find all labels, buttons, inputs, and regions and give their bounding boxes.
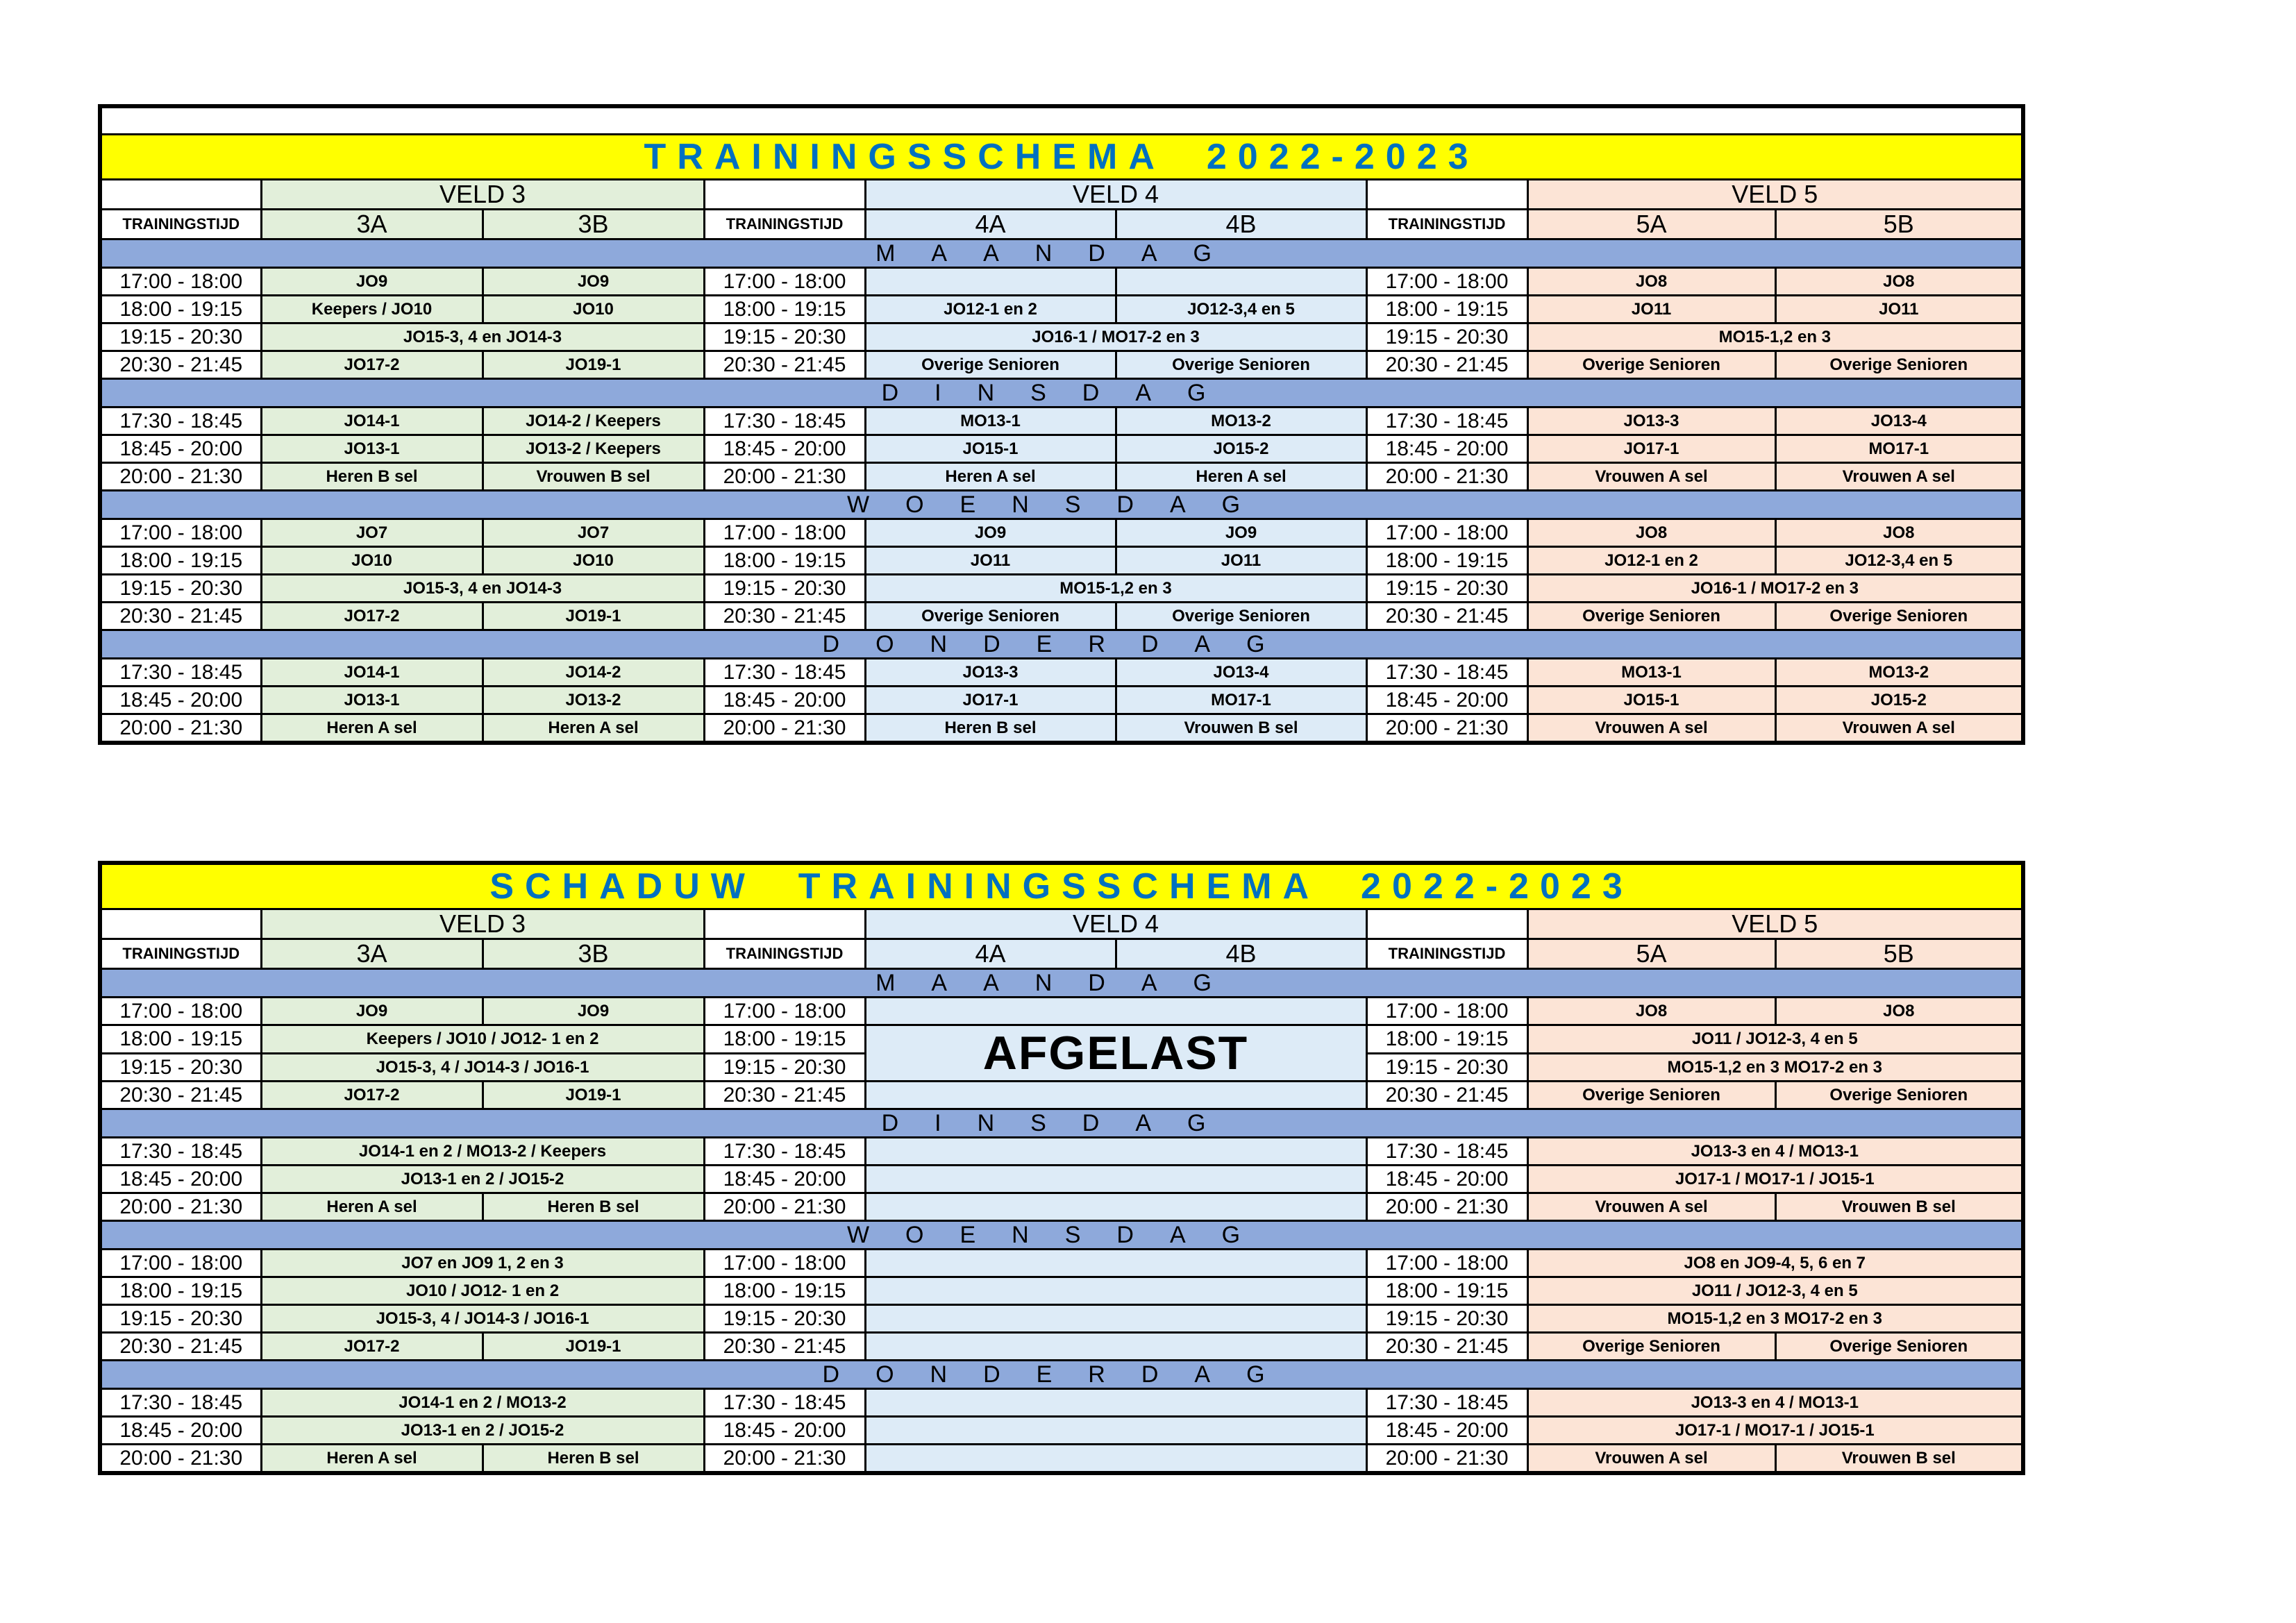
- time-cell: 18:00 - 19:15: [704, 1025, 865, 1054]
- day-label: DONDERDAG: [100, 630, 2023, 659]
- veld3-header: VELD 3: [261, 180, 704, 210]
- slot-cell: JO12-3,4 en 5: [1116, 296, 1366, 323]
- time-cell: 19:15 - 20:30: [100, 575, 261, 603]
- time-cell: 20:30 - 21:45: [704, 351, 865, 379]
- time-cell: 18:00 - 19:15: [1366, 1277, 1527, 1305]
- time-cell: 17:30 - 18:45: [704, 407, 865, 435]
- slot-cell: JO7: [261, 519, 483, 547]
- slot-cell: Heren A sel: [483, 714, 704, 743]
- time-cell: 20:00 - 21:30: [704, 714, 865, 743]
- table-row: [100, 268, 2023, 296]
- day-row: [100, 1361, 2023, 1389]
- time-cell: 20:00 - 21:30: [100, 1445, 261, 1474]
- slot-cell: JO19-1: [483, 351, 704, 379]
- slot-cell: JO10: [483, 547, 704, 575]
- slot-cell: JO17-1: [1527, 435, 1775, 463]
- time-cell: 17:00 - 18:00: [1366, 519, 1527, 547]
- slot-cell: JO15-1: [865, 435, 1116, 463]
- slot-cell: Overige Senioren: [865, 351, 1116, 379]
- time-cell: 18:00 - 19:15: [704, 1277, 865, 1305]
- trainingstijd-label: TRAININGSTIJD: [100, 210, 261, 239]
- slot-cell: JO14-1 en 2 / MO13-2: [261, 1389, 704, 1417]
- time-cell: 17:30 - 18:45: [100, 1138, 261, 1166]
- slot-cell: Vrouwen A sel: [1775, 714, 2023, 743]
- slot-cell: [865, 1389, 1366, 1417]
- slot-cell: JO10 / JO12- 1 en 2: [261, 1277, 704, 1305]
- table-row: [100, 1025, 2023, 1054]
- slot-cell: Heren A sel: [261, 1193, 483, 1221]
- slot-cell: [865, 1417, 1366, 1445]
- table-row: [100, 1417, 2023, 1445]
- slot-cell: JO13-3: [1527, 407, 1775, 435]
- field-5b: 5B: [1775, 210, 2023, 239]
- slot-cell: MO15-1,2 en 3 MO17-2 en 3: [1527, 1305, 2023, 1333]
- field-5b: 5B: [1775, 939, 2023, 969]
- slot-cell: MO15-1,2 en 3: [865, 575, 1366, 603]
- slot-cell: [865, 1333, 1366, 1361]
- field-3b: 3B: [483, 939, 704, 969]
- slot-cell: [865, 1166, 1366, 1193]
- time-cell: 17:30 - 18:45: [704, 659, 865, 687]
- slot-cell: JO17-2: [261, 1082, 483, 1109]
- slot-cell: JO8 en JO9-4, 5, 6 en 7: [1527, 1250, 2023, 1277]
- time-cell: 17:00 - 18:00: [704, 268, 865, 296]
- time-cell: 18:45 - 20:00: [1366, 1417, 1527, 1445]
- slot-cell: Vrouwen B sel: [483, 463, 704, 491]
- field-header-row: [100, 180, 2023, 210]
- table-row: [100, 1193, 2023, 1221]
- table-row: [100, 351, 2023, 379]
- slot-cell: JO12-3,4 en 5: [1775, 547, 2023, 575]
- time-cell: 20:00 - 21:30: [1366, 1193, 1527, 1221]
- time-cell: 17:00 - 18:00: [704, 1250, 865, 1277]
- time-cell: 19:15 - 20:30: [704, 1305, 865, 1333]
- time-cell: 18:45 - 20:00: [704, 435, 865, 463]
- slot-cell: JO8: [1775, 998, 2023, 1025]
- table-row: [100, 714, 2023, 743]
- slot-cell: Overige Senioren: [1775, 1082, 2023, 1109]
- slot-cell: JO8: [1527, 998, 1775, 1025]
- slot-cell: Overige Senioren: [1527, 1333, 1775, 1361]
- day-row: [100, 379, 2023, 407]
- veld4-header: VELD 4: [865, 180, 1366, 210]
- slot-cell: [865, 1277, 1366, 1305]
- slot-cell: Heren B sel: [261, 463, 483, 491]
- slot-cell: [865, 1193, 1366, 1221]
- slot-cell: MO17-1: [1775, 435, 2023, 463]
- slot-cell: JO8: [1775, 268, 2023, 296]
- time-cell: 17:30 - 18:45: [704, 1389, 865, 1417]
- field-5a: 5A: [1527, 210, 1775, 239]
- slot-cell: JO13-3 en 4 / MO13-1: [1527, 1138, 2023, 1166]
- slot-cell: Vrouwen A sel: [1527, 1193, 1775, 1221]
- slot-cell: JO15-3, 4 en JO14-3: [261, 323, 704, 351]
- trainingstijd-label: TRAININGSTIJD: [1366, 939, 1527, 969]
- slot-cell: JO17-1: [865, 687, 1116, 714]
- slot-cell: JO13-1: [261, 687, 483, 714]
- time-cell: 18:45 - 20:00: [704, 687, 865, 714]
- trainingstijd-label: TRAININGSTIJD: [1366, 210, 1527, 239]
- slot-cell: JO14-1: [261, 407, 483, 435]
- title-row: [100, 863, 2023, 909]
- day-label: WOENSDAG: [100, 491, 2023, 519]
- slot-cell: Heren B sel: [483, 1193, 704, 1221]
- slot-cell: JO10: [483, 296, 704, 323]
- time-cell: 17:30 - 18:45: [100, 659, 261, 687]
- time-cell: 18:45 - 20:00: [1366, 1166, 1527, 1193]
- afgelast-label: AFGELAST: [865, 1025, 1366, 1082]
- day-label: DONDERDAG: [100, 1361, 2023, 1389]
- slot-cell: JO9: [483, 998, 704, 1025]
- day-row: [100, 1221, 2023, 1250]
- time-cell: 17:00 - 18:00: [704, 998, 865, 1025]
- field-4b: 4B: [1116, 939, 1366, 969]
- time-cell: 18:45 - 20:00: [100, 1417, 261, 1445]
- time-cell: 17:00 - 18:00: [704, 519, 865, 547]
- time-cell: 18:00 - 19:15: [704, 547, 865, 575]
- slot-cell: JO15-3, 4 / JO14-3 / JO16-1: [261, 1305, 704, 1333]
- time-cell: 18:45 - 20:00: [1366, 687, 1527, 714]
- time-cell: 20:30 - 21:45: [100, 351, 261, 379]
- table-row: [100, 323, 2023, 351]
- slot-cell: JO14-2 / Keepers: [483, 407, 704, 435]
- slot-cell: Heren A sel: [261, 1445, 483, 1474]
- time-cell: 18:45 - 20:00: [100, 1166, 261, 1193]
- day-label: MAANDAG: [100, 239, 2023, 268]
- time-cell: 20:00 - 21:30: [1366, 714, 1527, 743]
- slot-cell: Vrouwen A sel: [1527, 463, 1775, 491]
- schedule-title: SCHADUW TRAININGSSCHEMA 2022-2023: [100, 863, 2023, 909]
- table-row: [100, 519, 2023, 547]
- time-cell: 17:30 - 18:45: [704, 1138, 865, 1166]
- slot-cell: JO13-1: [261, 435, 483, 463]
- slot-cell: JO17-2: [261, 351, 483, 379]
- table-row: [100, 1082, 2023, 1109]
- time-cell: 17:00 - 18:00: [1366, 1250, 1527, 1277]
- slot-cell: [865, 998, 1366, 1025]
- table-row: [100, 1305, 2023, 1333]
- time-cell: 18:45 - 20:00: [1366, 435, 1527, 463]
- slot-cell: JO16-1 / MO17-2 en 3: [1527, 575, 2023, 603]
- slot-cell: JO17-2: [261, 1333, 483, 1361]
- slot-cell: [865, 1138, 1366, 1166]
- field-5a: 5A: [1527, 939, 1775, 969]
- slot-cell: Overige Senioren: [1527, 351, 1775, 379]
- slot-cell: JO7 en JO9 1, 2 en 3: [261, 1250, 704, 1277]
- time-cell: 20:00 - 21:30: [100, 1193, 261, 1221]
- slot-cell: JO17-2: [261, 603, 483, 630]
- time-cell: 17:00 - 18:00: [1366, 998, 1527, 1025]
- time-cell: 18:00 - 19:15: [100, 1277, 261, 1305]
- time-cell: 19:15 - 20:30: [704, 323, 865, 351]
- slot-cell: JO15-2: [1775, 687, 2023, 714]
- table-row: [100, 547, 2023, 575]
- time-cell: 17:30 - 18:45: [1366, 1138, 1527, 1166]
- time-cell: 19:15 - 20:30: [1366, 1305, 1527, 1333]
- slot-cell: Vrouwen B sel: [1775, 1193, 2023, 1221]
- slot-cell: Vrouwen B sel: [1775, 1445, 2023, 1474]
- time-cell: 20:00 - 21:30: [704, 463, 865, 491]
- field-4b: 4B: [1116, 210, 1366, 239]
- time-cell: 20:30 - 21:45: [704, 603, 865, 630]
- time-cell: 20:30 - 21:45: [100, 1082, 261, 1109]
- table-row: [100, 575, 2023, 603]
- time-cell: 17:00 - 18:00: [100, 998, 261, 1025]
- schedule-title: TRAININGSSCHEMA 2022-2023: [100, 135, 2023, 180]
- slot-cell: MO15-1,2 en 3 MO17-2 en 3: [1527, 1053, 2023, 1082]
- trainingstijd-label: TRAININGSTIJD: [704, 939, 865, 969]
- slot-cell: JO15-3, 4 / JO14-3 / JO16-1: [261, 1053, 704, 1082]
- slot-cell: JO19-1: [483, 1082, 704, 1109]
- day-row: [100, 239, 2023, 268]
- time-cell: 20:30 - 21:45: [1366, 351, 1527, 379]
- slot-cell: JO11: [865, 547, 1116, 575]
- time-cell: 18:45 - 20:00: [704, 1417, 865, 1445]
- slot-cell: Keepers / JO10 / JO12- 1 en 2: [261, 1025, 704, 1054]
- slot-cell: Overige Senioren: [1527, 1082, 1775, 1109]
- table-row: [100, 1445, 2023, 1474]
- time-cell: 20:00 - 21:30: [704, 1193, 865, 1221]
- time-cell: 17:30 - 18:45: [1366, 659, 1527, 687]
- slot-cell: Overige Senioren: [1775, 603, 2023, 630]
- time-cell: 17:00 - 18:00: [100, 268, 261, 296]
- slot-cell: JO13-2 / Keepers: [483, 435, 704, 463]
- slot-cell: JO15-2: [1116, 435, 1366, 463]
- slot-cell: Heren B sel: [865, 714, 1116, 743]
- slot-cell: Overige Senioren: [1116, 603, 1366, 630]
- time-cell: 19:15 - 20:30: [100, 1305, 261, 1333]
- slot-cell: JO9: [483, 268, 704, 296]
- time-cell: 19:15 - 20:30: [100, 1053, 261, 1082]
- time-cell: 20:30 - 21:45: [704, 1333, 865, 1361]
- slot-cell: [865, 1082, 1366, 1109]
- slot-cell: JO13-4: [1116, 659, 1366, 687]
- slot-cell: MO17-1: [1116, 687, 1366, 714]
- time-cell: 19:15 - 20:30: [1366, 323, 1527, 351]
- trainingstijd-label: TRAININGSTIJD: [100, 939, 261, 969]
- table-row: [100, 296, 2023, 323]
- table-row: [100, 659, 2023, 687]
- slot-cell: JO12-1 en 2: [1527, 547, 1775, 575]
- slot-cell: JO13-1 en 2 / JO15-2: [261, 1166, 704, 1193]
- shadow-training-schedule: [98, 861, 2025, 1475]
- table-row: [100, 1277, 2023, 1305]
- time-cell: 17:30 - 18:45: [1366, 1389, 1527, 1417]
- slot-cell: JO19-1: [483, 1333, 704, 1361]
- slot-cell: JO10: [261, 547, 483, 575]
- slot-cell: JO14-1 en 2 / MO13-2 / Keepers: [261, 1138, 704, 1166]
- table-row: [100, 687, 2023, 714]
- time-cell: 18:45 - 20:00: [100, 435, 261, 463]
- field-3b: 3B: [483, 210, 704, 239]
- time-cell: 20:30 - 21:45: [100, 603, 261, 630]
- slot-cell: JO14-2: [483, 659, 704, 687]
- slot-cell: Vrouwen A sel: [1775, 463, 2023, 491]
- table-row: [100, 407, 2023, 435]
- day-row: [100, 1109, 2023, 1138]
- day-label: MAANDAG: [100, 969, 2023, 998]
- slot-cell: JO13-3: [865, 659, 1116, 687]
- slot-cell: MO13-1: [865, 407, 1116, 435]
- subfield-header-row: [100, 939, 2023, 969]
- table-row: [100, 603, 2023, 630]
- slot-cell: Heren B sel: [483, 1445, 704, 1474]
- slot-cell: Keepers / JO10: [261, 296, 483, 323]
- slot-cell: MO13-2: [1775, 659, 2023, 687]
- time-cell: 18:00 - 19:15: [704, 296, 865, 323]
- slot-cell: JO17-1 / MO17-1 / JO15-1: [1527, 1417, 2023, 1445]
- slot-cell: [865, 1250, 1366, 1277]
- time-cell: 20:30 - 21:45: [100, 1333, 261, 1361]
- slot-cell: JO13-1 en 2 / JO15-2: [261, 1417, 704, 1445]
- slot-cell: Heren A sel: [1116, 463, 1366, 491]
- time-cell: 18:00 - 19:15: [100, 547, 261, 575]
- time-cell: 18:00 - 19:15: [100, 1025, 261, 1054]
- time-cell: 20:00 - 21:30: [1366, 463, 1527, 491]
- day-label: DINSDAG: [100, 1109, 2023, 1138]
- day-row: [100, 491, 2023, 519]
- time-cell: 18:45 - 20:00: [100, 687, 261, 714]
- field-4a: 4A: [865, 939, 1116, 969]
- slot-cell: MO13-2: [1116, 407, 1366, 435]
- time-cell: 20:00 - 21:30: [100, 714, 261, 743]
- slot-cell: Heren A sel: [865, 463, 1116, 491]
- time-cell: 19:15 - 20:30: [704, 575, 865, 603]
- slot-cell: Vrouwen A sel: [1527, 1445, 1775, 1474]
- slot-cell: JO9: [261, 998, 483, 1025]
- slot-cell: [1116, 268, 1366, 296]
- slot-cell: JO8: [1527, 268, 1775, 296]
- day-label: DINSDAG: [100, 379, 2023, 407]
- slot-cell: JO11 / JO12-3, 4 en 5: [1527, 1025, 2023, 1054]
- day-row: [100, 630, 2023, 659]
- slot-cell: JO11: [1775, 296, 2023, 323]
- table-row: [100, 463, 2023, 491]
- time-cell: 17:30 - 18:45: [1366, 407, 1527, 435]
- field-3a: 3A: [261, 210, 483, 239]
- slot-cell: Overige Senioren: [1116, 351, 1366, 379]
- time-cell: 17:00 - 18:00: [1366, 268, 1527, 296]
- slot-cell: JO11: [1527, 296, 1775, 323]
- day-row: [100, 969, 2023, 998]
- slot-cell: JO15-1: [1527, 687, 1775, 714]
- slot-cell: Vrouwen B sel: [1116, 714, 1366, 743]
- slot-cell: JO8: [1527, 519, 1775, 547]
- slot-cell: Overige Senioren: [1775, 1333, 2023, 1361]
- slot-cell: JO14-1: [261, 659, 483, 687]
- time-cell: 19:15 - 20:30: [100, 323, 261, 351]
- slot-cell: JO13-4: [1775, 407, 2023, 435]
- time-cell: 17:00 - 18:00: [100, 519, 261, 547]
- time-cell: 17:00 - 18:00: [100, 1250, 261, 1277]
- time-cell: 20:00 - 21:30: [704, 1445, 865, 1474]
- day-label: WOENSDAG: [100, 1221, 2023, 1250]
- table-row: [100, 1138, 2023, 1166]
- field-header-row: [100, 909, 2023, 939]
- slot-cell: JO11 / JO12-3, 4 en 5: [1527, 1277, 2023, 1305]
- slot-cell: MO15-1,2 en 3: [1527, 323, 2023, 351]
- slot-cell: [865, 1305, 1366, 1333]
- time-cell: 19:15 - 20:30: [704, 1053, 865, 1082]
- time-cell: 20:00 - 21:30: [1366, 1445, 1527, 1474]
- slot-cell: [865, 268, 1116, 296]
- slot-cell: JO19-1: [483, 603, 704, 630]
- field-4a: 4A: [865, 210, 1116, 239]
- spacer-row: [100, 106, 2023, 135]
- slot-cell: JO15-3, 4 en JO14-3: [261, 575, 704, 603]
- slot-cell: Overige Senioren: [1527, 603, 1775, 630]
- time-cell: 17:30 - 18:45: [100, 407, 261, 435]
- time-cell: 19:15 - 20:30: [1366, 575, 1527, 603]
- slot-cell: JO13-2: [483, 687, 704, 714]
- time-cell: 18:00 - 19:15: [1366, 1025, 1527, 1054]
- slot-cell: Heren A sel: [261, 714, 483, 743]
- time-cell: 18:45 - 20:00: [704, 1166, 865, 1193]
- slot-cell: JO13-3 en 4 / MO13-1: [1527, 1389, 2023, 1417]
- slot-cell: Overige Senioren: [1775, 351, 2023, 379]
- slot-cell: JO9: [261, 268, 483, 296]
- table-row: [100, 998, 2023, 1025]
- veld5-header: VELD 5: [1527, 909, 2023, 939]
- time-cell: 20:30 - 21:45: [1366, 1082, 1527, 1109]
- time-cell: 20:30 - 21:45: [1366, 1333, 1527, 1361]
- table-row: [100, 1166, 2023, 1193]
- slot-cell: JO7: [483, 519, 704, 547]
- veld4-header: VELD 4: [865, 909, 1366, 939]
- training-schedule: [98, 104, 2025, 745]
- time-cell: 18:00 - 19:15: [1366, 547, 1527, 575]
- table-row: [100, 1333, 2023, 1361]
- time-cell: 20:00 - 21:30: [100, 463, 261, 491]
- time-cell: 18:00 - 19:15: [1366, 296, 1527, 323]
- time-cell: 19:15 - 20:30: [1366, 1053, 1527, 1082]
- veld5-header: VELD 5: [1527, 180, 2023, 210]
- title-row: [100, 135, 2023, 180]
- time-cell: 20:30 - 21:45: [704, 1082, 865, 1109]
- slot-cell: JO17-1 / MO17-1 / JO15-1: [1527, 1166, 2023, 1193]
- slot-cell: JO8: [1775, 519, 2023, 547]
- time-cell: 20:30 - 21:45: [1366, 603, 1527, 630]
- table-row: [100, 1250, 2023, 1277]
- slot-cell: [865, 1445, 1366, 1474]
- time-cell: 17:30 - 18:45: [100, 1389, 261, 1417]
- slot-cell: JO9: [865, 519, 1116, 547]
- slot-cell: MO13-1: [1527, 659, 1775, 687]
- time-cell: 18:00 - 19:15: [100, 296, 261, 323]
- slot-cell: JO16-1 / MO17-2 en 3: [865, 323, 1366, 351]
- subfield-header-row: [100, 210, 2023, 239]
- slot-cell: Overige Senioren: [865, 603, 1116, 630]
- table-row: [100, 1389, 2023, 1417]
- veld3-header: VELD 3: [261, 909, 704, 939]
- trainingstijd-label: TRAININGSTIJD: [704, 210, 865, 239]
- slot-cell: JO11: [1116, 547, 1366, 575]
- slot-cell: JO9: [1116, 519, 1366, 547]
- slot-cell: JO12-1 en 2: [865, 296, 1116, 323]
- field-3a: 3A: [261, 939, 483, 969]
- table-row: [100, 435, 2023, 463]
- slot-cell: Vrouwen A sel: [1527, 714, 1775, 743]
